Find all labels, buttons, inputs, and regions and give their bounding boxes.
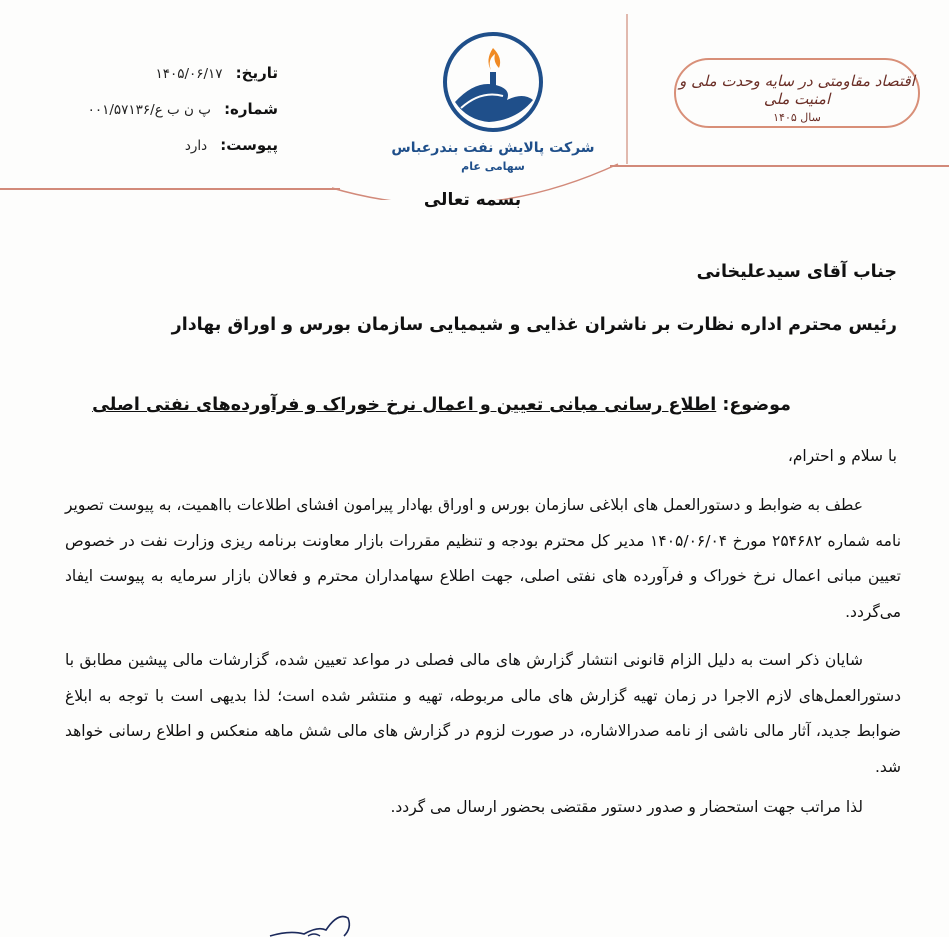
date-label: تاریخ: bbox=[235, 64, 278, 82]
recipient: جناب آقای سیدعلیخانی bbox=[696, 262, 897, 282]
paragraph-1-text: عطف به ضوابط و دستورالعمل های ابلاغی سازمان بورس و اوراق بهادار پیرامون افشای اطلاعات بااهمیت، به پیوست تصویر نامه شماره ۲۵۴۶۸۲ مورخ ۱۴۰۵/۰۶/۰۴ مدیر کل محترم بودجه و تنظیم مقررات بازار معاونت برنامه ریزی وزارت نفت در خصوص تعیین مبانی اعمال نرخ خوراک و فرآورده های نفتی اصلی، جهت اطلاع سهامداران محترم و فعالان بازار سرمایه به پیوست ایفاد می‌گردد. bbox=[65, 496, 902, 621]
subject-text: اطلاع رسانی مبانی تعیین و اعمال نرخ خوراک و فرآورده‌های نفتی اصلی bbox=[92, 395, 717, 415]
signature-mark bbox=[260, 908, 380, 937]
company-logo-block bbox=[382, 30, 604, 190]
header-rule-right bbox=[610, 165, 949, 167]
slogan-year: سال ۱۴۰۵ bbox=[773, 111, 821, 124]
company-type: سهامی عام bbox=[461, 160, 525, 173]
attachment-label: پیوست: bbox=[220, 136, 278, 154]
recipient-position: رئیس محترم اداره نظارت بر ناشران غذایی و شیمیایی سازمان بورس و اوراق بهادار bbox=[171, 315, 897, 335]
subject-line bbox=[92, 395, 791, 415]
greeting: با سلام و احترام، bbox=[787, 447, 897, 465]
slogan-stamp bbox=[674, 58, 920, 128]
closing-line: لذا مراتب جهت استحضار و صدور دستور مقتضی بحضور ارسال می گردد. bbox=[390, 798, 863, 816]
paragraph-1 bbox=[65, 488, 901, 630]
slogan-text: اقتصاد مقاومتی در سایه وحدت ملی و امنیت ملی bbox=[679, 72, 915, 108]
attachment-row bbox=[88, 132, 278, 168]
paragraph-2 bbox=[65, 643, 901, 785]
date-value: ۱۴۰۵/۰۶/۱۷ bbox=[155, 66, 223, 82]
subject-label: موضوع: bbox=[722, 395, 791, 415]
paragraph-2-text: شایان ذکر است به دلیل الزام قانونی انتشار گزارش های مالی فصلی در مواعد تعیین شده، گزارشات مالی پیشین مطابق با دستورالعمل‌های لازم الاجرا در زمان تهیه گزارش های مالی مربوطه، تهیه و منتشر شده است؛ لذا بدیهی است با توجه به ابلاغ ضوابط جدید، آثار مالی ناشی از نامه صدرالاشاره، در صورت لزوم در گزارش های مالی شش ماهه منعکس و اطلاع رسانی خواهد شد. bbox=[65, 651, 901, 776]
header-rule-left bbox=[0, 188, 340, 190]
header-divider bbox=[626, 14, 628, 164]
letter-meta bbox=[88, 60, 278, 168]
attachment-value: دارد bbox=[184, 138, 208, 154]
company-name: شرکت پالایش نفت بندرعباس bbox=[391, 140, 595, 156]
number-row bbox=[88, 96, 278, 132]
number-value: پ ن ب ع/۰۰۱/۵۷۱۳۶ bbox=[87, 102, 211, 118]
number-label: شماره: bbox=[224, 100, 278, 118]
refinery-logo-icon bbox=[437, 30, 549, 134]
date-row bbox=[88, 60, 278, 96]
basmala: بسمه تعالی bbox=[423, 190, 522, 210]
